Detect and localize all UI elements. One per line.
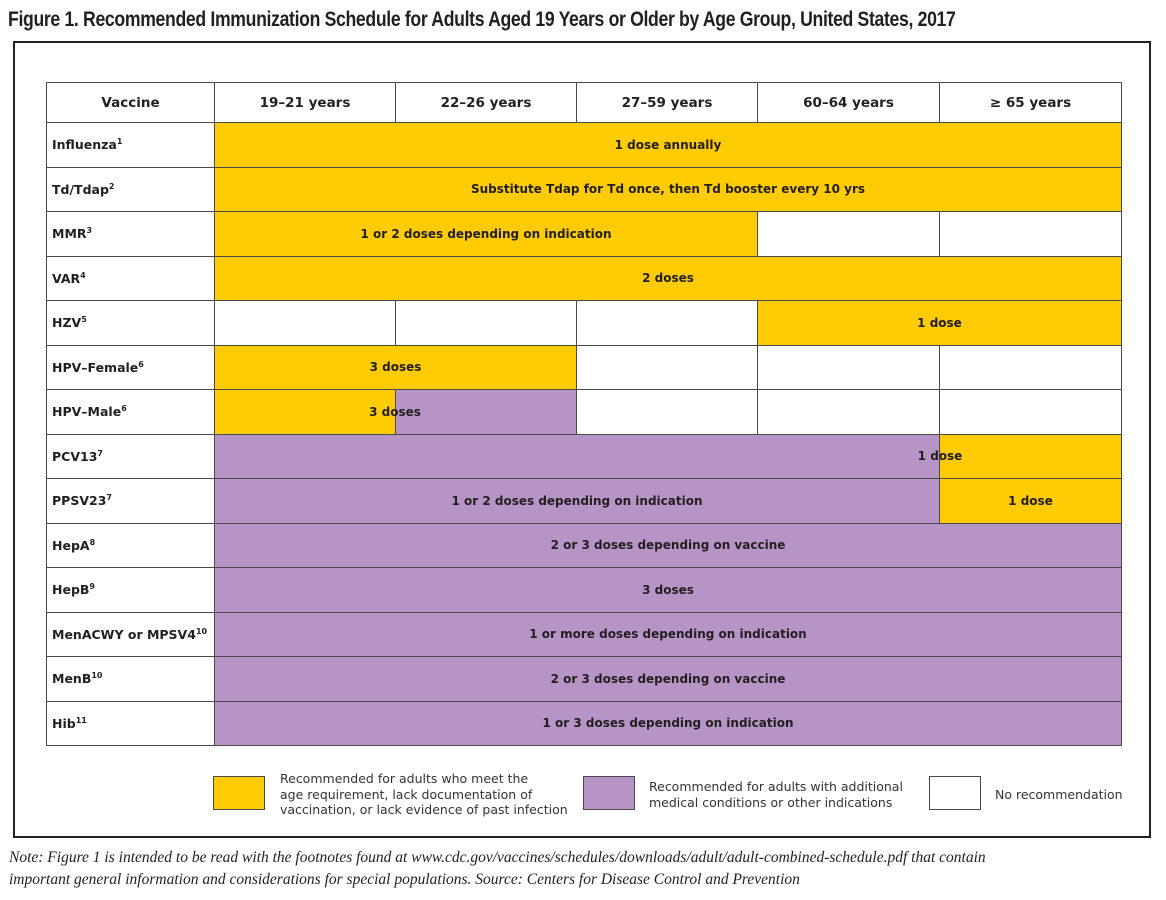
vaccine-name: Td/Tdap$^2$: [47, 167, 215, 212]
vaccine-name: MenB$^{10}$: [47, 657, 215, 702]
schedule-cell-hpv-male-label: 3 doses: [369, 404, 421, 419]
empty-cell: [940, 212, 1122, 257]
schedule-cell-pcv13-label: 1 dose: [917, 449, 963, 464]
empty-cell: [577, 301, 758, 346]
vaccine-name: HZV$^5$: [47, 301, 215, 346]
empty-cell: [577, 390, 758, 435]
empty-cell: [215, 301, 396, 346]
header-vaccine: Vaccine: [47, 83, 215, 123]
table-row: [47, 390, 1122, 435]
footnote: [9, 847, 1159, 891]
empty-cell: [940, 345, 1122, 390]
header-age-22-26: 22–26 years: [396, 83, 577, 123]
table-row: [47, 345, 1122, 390]
table-row: [47, 301, 1122, 346]
schedule-cell-hepa: 2 or 3 doses depending on vaccine: [215, 523, 1122, 568]
header-age-60-64: 60–64 years: [758, 83, 940, 123]
vaccine-name: VAR$^4$: [47, 256, 215, 301]
legend-swatch-purple: [583, 776, 635, 810]
legend-swatch-white: [929, 776, 981, 810]
table-row: [47, 256, 1122, 301]
empty-cell: [940, 390, 1122, 435]
header-age-19-21: 19–21 years: [215, 83, 396, 123]
schedule-cell-ppsv23-purple: 1 or 2 doses depending on indication: [215, 479, 940, 524]
footnote-line-1: Note: Figure 1 is intended to be read with the footnotes found at www.cdc.gov/vaccines/schedules/downloads/adult/adult-combined-schedule.pdf that contain: [9, 849, 986, 866]
empty-cell: [758, 345, 940, 390]
schedule-cell-ppsv23-yellow: 1 dose: [940, 479, 1122, 524]
vaccine-name: MenACWY or $MPSV4^{10}$: [47, 612, 215, 657]
schedule-cell-hpv-male-purple: [396, 390, 577, 435]
header-age-27-59: 27–59 years: [577, 83, 758, 123]
schedule-cell-hpv-female: 3 doses: [215, 345, 577, 390]
empty-cell: [758, 212, 940, 257]
empty-cell: [758, 390, 940, 435]
schedule-table: [46, 82, 1122, 746]
vaccine-name: HepB$^9$: [47, 568, 215, 613]
schedule-cell-hpv-male-yellow: [215, 390, 421, 435]
header-row: [47, 83, 1122, 123]
table-row: [47, 479, 1122, 524]
schedule-cell-pcv13-yellow: [917, 434, 1122, 479]
legend-label-purple: Recommended for adults with additional medical conditions or other indications: [649, 779, 903, 810]
vaccine-name: Hib$^{11}$: [47, 701, 215, 746]
table-row: [47, 523, 1122, 568]
schedule-cell-menb: 2 or 3 doses depending on vaccine: [215, 657, 1122, 702]
schedule-cell-var: 2 doses: [215, 256, 1122, 301]
table-row: [47, 701, 1122, 746]
schedule-cell-menacwy: 1 or more doses depending on indication: [215, 612, 1122, 657]
footnote-line-2: important general information and considerations for special populations. Source: Centers for Disease Control and Prevention: [9, 871, 800, 888]
table-row: [47, 612, 1122, 657]
empty-cell: [577, 345, 758, 390]
schedule-cell-hepb: 3 doses: [215, 568, 1122, 613]
vaccine-name: $PPSV23^7$: [47, 479, 215, 524]
header-age-65-plus: ≥ 65 years: [940, 83, 1122, 123]
vaccine-name: MMR$^3$: [47, 212, 215, 257]
schedule-cell-influenza: 1 dose annually: [215, 123, 1122, 168]
vaccine-name: HPV–Female$^6$: [47, 345, 215, 390]
table-row: [47, 167, 1122, 212]
vaccine-name: HPV–Male$^6$: [47, 390, 215, 435]
vaccine-name: $PCV13^7$: [47, 434, 215, 479]
table-row: [47, 568, 1122, 613]
schedule-cell-hzv: 1 dose: [758, 301, 1122, 346]
schedule-cell-pcv13-purple: [215, 434, 940, 479]
table-row: [47, 123, 1122, 168]
schedule-cell-td-tdap: Substitute Tdap for Td once, then Td booster every 10 yrs: [215, 167, 1122, 212]
figure-title: Figure 1. Recommended Immunization Schedule for Adults Aged 19 Years or Older by Age Group, United States, 2017: [8, 8, 956, 31]
table-row: [47, 434, 1122, 479]
legend-label-yellow: Recommended for adults who meet the age requirement, lack documentation of vaccination, or lack evidence of past infection: [280, 771, 568, 817]
legend-swatch-yellow: [213, 776, 265, 810]
legend-label-white: No recommendation: [995, 787, 1123, 802]
table-row: [47, 212, 1122, 257]
empty-cell: [396, 301, 577, 346]
schedule-cell-mmr: 1 or 2 doses depending on indication: [215, 212, 758, 257]
schedule-cell-hib: 1 or 3 doses depending on indication: [215, 701, 1122, 746]
table-row: [47, 657, 1122, 702]
vaccine-name: HepA$^8$: [47, 523, 215, 568]
vaccine-name: Influenza$^1$: [47, 123, 215, 168]
